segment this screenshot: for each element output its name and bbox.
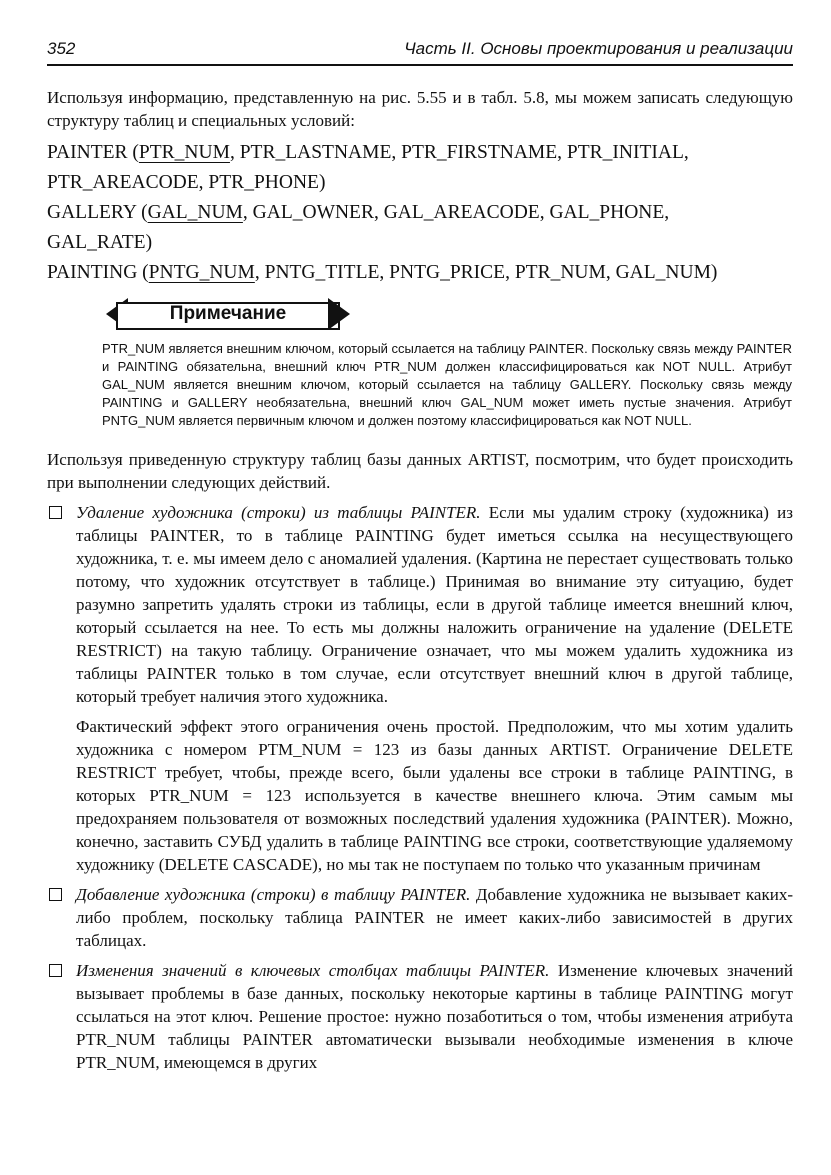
note-banner <box>106 298 350 330</box>
schema-gallery-line1: GALLERY (GAL_NUM, GAL_OWNER, GAL_AREACODE, GAL_PHONE, <box>47 202 670 223</box>
primary-key: GAL_NUM <box>147 202 243 223</box>
bullet-text: Изменение ключевых значений вызывает проблемы в базе данных, поскольку некоторые картины в таблице PAINTING могут ссылаться на этот ключ. Решение простое: нужно позаботиться о том, чтобы изменения атрибута PTR_NUM таблицы PAINTER автоматически вызывали необходимые изменения в ключе PTR_NUM, имеющемся в других <box>76 961 794 1072</box>
list-item <box>47 959 793 1074</box>
bullet-text: Если мы удалим строку (художника) из таблицы PAINTER, то в таблице PAINTING будет иметься ссылка на несуществующего художника, т. е. мы имеем дело с аномалией удаления. (Картина не перестает существовать только потому, что художник отсутствует в таблице.) Принимая во внимание эту ситуацию, будет разумно запретить удалять строки из таблицы, если в другой таблице имеется внешний ключ, который ссылается на нее. То есть мы должны наложить ограничение на удаление (DELETE RESTRICT) на такую таблицу. Ограничение означает, что мы можем удалить художника из таблицы PAINTER только в том случае, если отсутствует внешний ключ в другой таблице, который требует наличия этого художника. <box>76 503 793 706</box>
checkbox-bullet-icon <box>49 506 62 519</box>
schema-painter-line2: PTR_AREACODE, PTR_PHONE) <box>47 172 326 193</box>
intro2-paragraph: Используя приведенную структуру таблиц базы данных ARTIST, посмотрим, что будет происходить при выполнении следующих действий. <box>47 450 793 492</box>
bullet-lead: Добавление художника (строки) в таблицу PAINTER. <box>76 885 471 904</box>
primary-key: PNTG_NUM <box>148 262 255 283</box>
schema-painter-line1: PAINTER (PTR_NUM, PTR_LASTNAME, PTR_FIRSTNAME, PTR_INITIAL, <box>47 142 689 163</box>
list-item <box>47 883 793 952</box>
bullet-lead: Удаление художника (строки) из таблицы PAINTER. <box>76 503 481 522</box>
page-number: 352 <box>47 39 76 58</box>
intro-paragraph: Используя информацию, представленную на рис. 5.55 и в табл. 5.8, мы можем записать следующую структуру таблиц и специальных условий: <box>47 88 793 130</box>
note-text: PTR_NUM является внешним ключом, который ссылается на таблицу PAINTER. Поскольку связь между PAINTER и PAINTING обязательна, внешний ключ PTR_NUM должен классифицироваться как NOT NULL. Атрибут GAL_NUM является внешним ключом, который ссылается на таблицу GALLERY. Поскольку связь между PAINTING и GALLERY необязательна, внешний ключ GAL_NUM может иметь пустые значения. Атрибут PNTG_NUM является первичным ключом и должен поэтому классифицироваться как NOT NULL. <box>102 341 792 428</box>
checkbox-bullet-icon <box>49 888 62 901</box>
section-title: Часть II. Основы проектирования и реализации <box>404 39 793 58</box>
list-item <box>47 501 793 708</box>
checkbox-bullet-icon <box>49 964 62 977</box>
schema-block <box>47 138 793 288</box>
note-box <box>102 298 792 430</box>
primary-key: PTR_NUM <box>138 142 230 163</box>
schema-painting-line1: PAINTING (PNTG_NUM, PNTG_TITLE, PNTG_PRICE, PTR_NUM, GAL_NUM) <box>47 262 718 283</box>
note-label: Примечание <box>169 303 287 324</box>
bullet-lead: Изменения значений в ключевых столбцах таблицы PAINTER. <box>76 961 550 980</box>
schema-gallery-line2: GAL_RATE) <box>47 232 153 253</box>
page-header <box>47 38 793 66</box>
page-body <box>47 86 793 1074</box>
bullet-text: Добавление художника не вызывает каких-либо проблем, поскольку таблица PAINTER не имеет каких-либо зависимостей в других таблицах. <box>76 885 794 950</box>
bullet-continuation: Фактический эффект этого ограничения очень простой. Предположим, что мы хотим удалить художника с номером PTM_NUM = 123 из базы данных ARTIST. Ограничение DELETE RESTRICT требует, чтобы, прежде всего, были удалены все строки в таблице PAINTING, в которых PTR_NUM = 123 используется в качестве внешнего ключа. Этим самым мы предохраняем пользователя от возможных последствий удаления художника (PAINTER). Можно, конечно, заставить СУБД удалить в таблице PAINTING все строки, соответствующие удаляемому художнику (DELETE CASCADE), но мы так не поступаем по только что указанным причинам <box>76 717 793 874</box>
